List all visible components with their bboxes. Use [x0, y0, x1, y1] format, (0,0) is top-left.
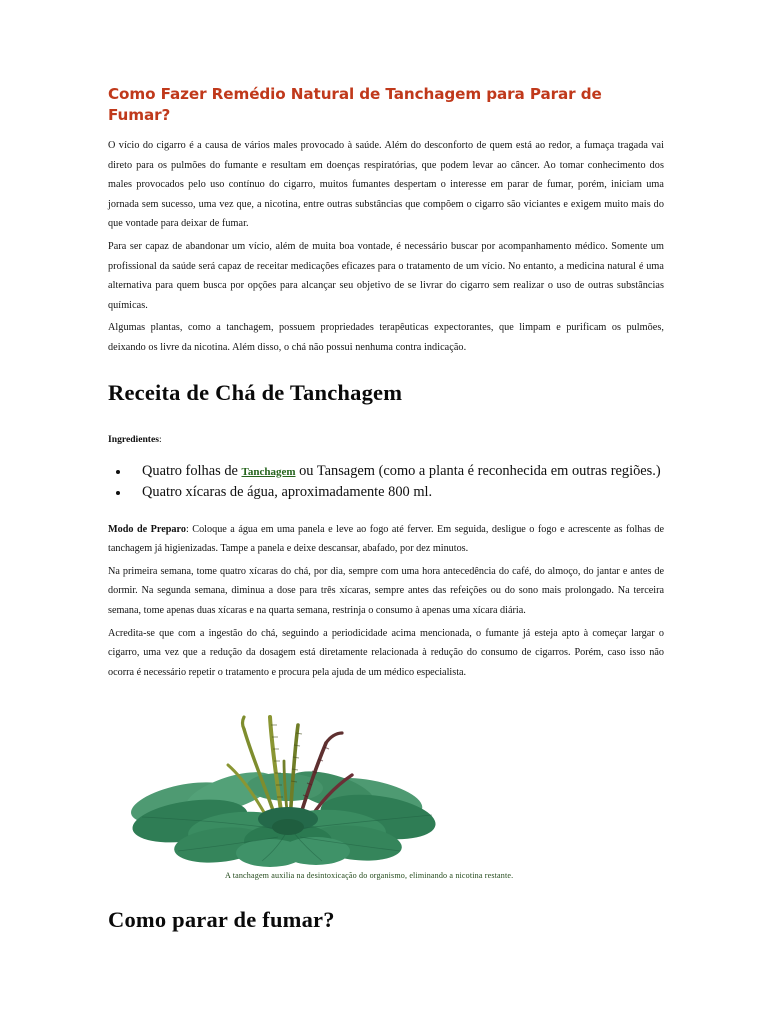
plant-crown — [272, 819, 304, 835]
ingredients-label-suffix: : — [159, 433, 162, 445]
intro-paragraph-3: Algumas plantas, como a tanchagem, possuem propriedades terapêuticas expectorantes, que limpam e purificam os pulmões, deixando os livre da nicotina. Além disso, o chá não possui nenhuma contra indicação. — [108, 322, 664, 353]
tanchagem-link[interactable]: Tanchagem — [241, 465, 296, 478]
list-item — [130, 482, 664, 502]
ingredient-1-prefix: Quatro folhas de — [142, 462, 242, 479]
preparation-paragraph-2: Na primeira semana, tome quatro xícaras do chá, por dia, sempre com uma hora antecedência do café, do almoço, do jantar e antes de dormir. Na segunda semana, diminua a dose para três xícaras, sempre antes das refeições ou do sono mais prolongado. Na terceira semana, tome apenas duas xícaras e na quarta semana, restrinja o consumo à apenas uma xícara diária. — [108, 565, 664, 616]
list-item — [130, 461, 664, 481]
preparation-text-1: Coloque a água em uma panela e leve ao fogo até ferver. Em seguida, desligue o fogo e acrescente as folhas de tanchagem já higienizadas. Tampe a panela e deixe descansar, abafado, por dez minutos. — [108, 523, 664, 555]
preparation-block — [108, 520, 664, 683]
figure-caption: A tanchagem auxilia na desintoxicação do organismo, eliminando a nicotina restante. — [225, 871, 514, 881]
preparation-paragraph-1 — [108, 520, 664, 559]
intro-paragraph-1: O vício do cigarro é a causa de vários males provocado à saúde. Além do desconforto de quem está ao redor, a fumaça tragada vai direto para os pulmões do fumante e resultam em doenças respiratórias, que podem levar ao câncer. Ao tomar conhecimento dos males provocados pelo uso contínuo do cigarro, muitos fumantes despertam o interesse em parar de fumar, porém, iniciam uma jornada sem sucesso, uma vez que, a nicotina, entre outras substâncias que compõem o cigarro são viciantes e exigem muito mais do que vontade para deixar de fumar. — [108, 140, 664, 230]
document-content — [108, 84, 664, 934]
closing-heading: Como parar de fumar? — [108, 907, 335, 933]
preparation-paragraph-3: Acredita-se que com a ingestão do chá, seguindo a periodicidade acima mencionada, o fumante já esteja apto à começar largar o cigarro, uma vez que a redução da dosagem está diretamente relacionada à redução do consumo de cigarros. Porém, caso isso não ocorra é necessário repetir o tratamento e procura pela ajuda de um médico especialista. — [108, 627, 664, 678]
ingredients-label-text: Ingredientes — [108, 433, 159, 445]
page-title: Como Fazer Remédio Natural de Tanchagem para Parar de Fumar? — [108, 85, 602, 124]
tanchagem-figure — [120, 695, 514, 881]
preparation-label-suffix: : — [185, 523, 193, 535]
ingredients-label — [108, 431, 664, 448]
ingredient-2-prefix: Quatro xícaras de água, aproximadamente 800 ml. — [142, 484, 433, 501]
intro-paragraph-2: Para ser capaz de abandonar um vício, além de muita boa vontade, é necessário buscar por acompanhamento médico. Somente um profissional da saúde será capaz de receitar medicações eficazes para o tratamento de um vício. No entanto, a medicina natural é uma alternativa para quem busca por opções para alcançar seu objetivo de se livrar do cigarro sem realizar o uso de outras substâncias químicas. — [108, 240, 664, 311]
preparation-label: Modo de Preparo — [108, 523, 186, 535]
ingredients-list — [108, 461, 664, 503]
tanchagem-plant-image — [120, 695, 460, 875]
recipe-heading: Receita de Chá de Tanchagem — [108, 380, 403, 406]
ingredient-1-suffix: ou Tansagem (como a planta é reconhecida em outras regiões.) — [295, 462, 661, 479]
